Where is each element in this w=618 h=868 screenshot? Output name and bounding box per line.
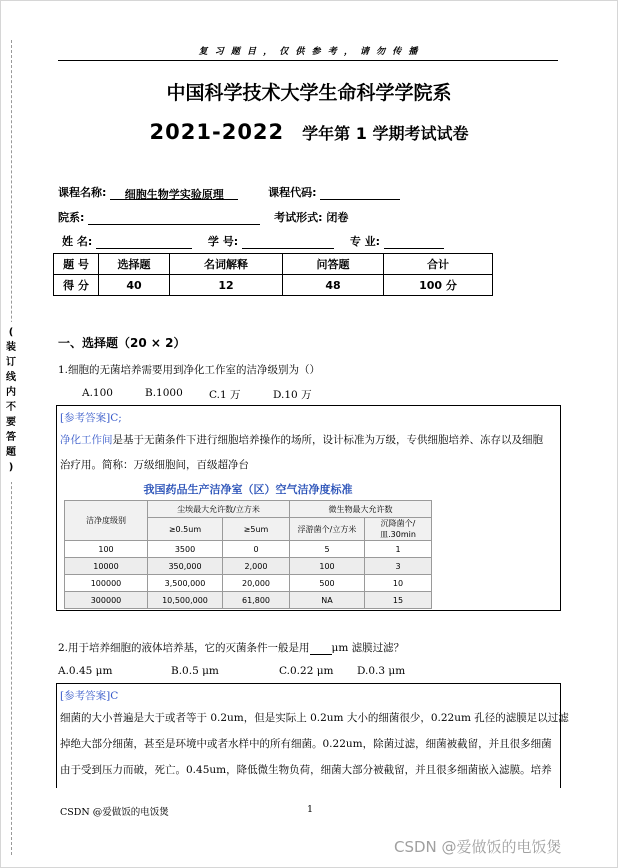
score-header-row [54, 254, 493, 275]
clean-cell: 500 [290, 575, 365, 592]
q1-option-a: A.100 [82, 387, 113, 399]
score-header: 选择题 [99, 254, 170, 275]
exam-title [0, 120, 618, 144]
binding-char: 要 [6, 417, 16, 428]
clean-cell: 61,800 [223, 592, 290, 609]
clean-cell: 3 [365, 558, 432, 575]
q2-text [58, 640, 404, 655]
clean-cell: 5 [290, 541, 365, 558]
major-label: 专 业: [349, 235, 381, 248]
binding-char: 内 [6, 387, 16, 398]
clean-row [65, 592, 432, 609]
clean-cell: 300000 [65, 592, 148, 609]
score-cell: 40 [99, 275, 170, 296]
q1-explain-line2: 治疗用。简称：万级细胞间，百级超净台 [60, 459, 249, 471]
binding-char: 答 [6, 432, 16, 443]
clean-cell: 100 [290, 558, 365, 575]
q2-explain-line: 掉绝大部分细菌，甚至是环境中或者水样中的所有细菌。0.22um，除菌过滤，细菌被截留，并且很多细菌 [60, 738, 552, 750]
q2-answer: [参考答案]C [60, 690, 119, 702]
q2-option-d: D.0.3 μm [357, 665, 406, 677]
school-title: 中国科学技术大学生命科学学院系 [166, 82, 452, 104]
student-id-field [242, 235, 334, 249]
clean-cell: 20,000 [223, 575, 290, 592]
binding-notice [4, 325, 18, 475]
watermark: CSDN @爱做饭的电饭煲 [394, 838, 562, 856]
exam-form-value: 闭卷 [326, 211, 349, 224]
exam-title-rest: 学年第 1 学期考试试卷 [302, 124, 469, 143]
clean-sub-dust-5: ≥5um [223, 518, 290, 541]
clean-cell: 1 [365, 541, 432, 558]
clean-cell: 3500 [148, 541, 223, 558]
q1-option-c: C.1 万 [209, 389, 241, 401]
clean-cell: 350,000 [148, 558, 223, 575]
clean-row [65, 575, 432, 592]
q2-option-c: C.0.22 μm [279, 665, 334, 677]
q1-option-b: B.1000 [145, 387, 183, 399]
clean-row [65, 541, 432, 558]
clean-cell: 100000 [65, 575, 148, 592]
course-code-label: 课程代码: [268, 186, 317, 199]
score-cell: 48 [283, 275, 384, 296]
binding-char: ( [8, 327, 14, 338]
q1-term: 净化工作间 [60, 434, 113, 446]
clean-cell: 0 [223, 541, 290, 558]
course-name-label: 课程名称: [58, 186, 107, 199]
q2-blank [310, 642, 332, 655]
clean-col-level: 洁净度级别 [65, 501, 148, 541]
score-table [53, 253, 493, 296]
clean-level-table [64, 500, 432, 609]
exam-year: 2021-2022 [149, 120, 285, 144]
binding-char: ) [8, 462, 14, 473]
header-rule [58, 60, 558, 61]
q2-explain-line: 由于受到压力而破，死亡。0.45um，降低微生物负荷，细菌大部分被截留，并且很多细菌嵌入滤膜。培养 [60, 764, 552, 776]
binding-char: 线 [6, 372, 16, 383]
dept-field [88, 211, 260, 225]
exam-form-label: 考试形式: [274, 211, 323, 224]
clean-cell: 3,500,000 [148, 575, 223, 592]
footer-credit: CSDN @爱做饭的电饭煲 [60, 807, 169, 818]
clean-cell: 2,000 [223, 558, 290, 575]
binding-char: 订 [6, 357, 16, 368]
score-cell: 12 [170, 275, 283, 296]
score-cell: 100 分 [384, 275, 493, 296]
q2-option-a: A.0.45 μm [58, 665, 113, 677]
major-field [384, 235, 444, 249]
score-header: 名词解释 [170, 254, 283, 275]
clean-header-row [65, 501, 432, 518]
clean-cell: 10,500,000 [148, 592, 223, 609]
q1-option-d: D.10 万 [273, 389, 312, 401]
clean-row [65, 558, 432, 575]
section-title: 一、选择题（20 × 2） [58, 336, 186, 350]
clean-sub-dust-05: ≥0.5um [148, 518, 223, 541]
header-note: 复 习 题 目 ， 仅 供 参 考 ， 请 勿 传 播 [198, 47, 420, 57]
clean-cell: 100 [65, 541, 148, 558]
q2-explain-line: 细菌的大小普遍是大于或者等于 0.2um，但是实际上 0.2um 大小的细菌很少，0.22um 孔径的滤膜足以过滤 [60, 712, 569, 724]
clean-sub-plankton: 浮游菌个/立方米 [290, 518, 365, 541]
q2-option-b: B.0.5 μm [171, 665, 219, 677]
course-name-field: 细胞生物学实验原理 [110, 186, 238, 200]
name-label: 姓 名: [62, 235, 93, 248]
clean-cell: 15 [365, 592, 432, 609]
binding-char: 不 [6, 402, 16, 413]
clean-cell: 10000 [65, 558, 148, 575]
q2-text-before: 2.用于培养细胞的液体培养基，它的灭菌条件一般是用 [58, 642, 310, 654]
score-header: 题 号 [54, 254, 99, 275]
score-header: 问答题 [283, 254, 384, 275]
score-header: 合计 [384, 254, 493, 275]
clean-cell: 10 [365, 575, 432, 592]
q1-text: 1.细胞的无菌培养需要用到净化工作室的洁净级别为（） [58, 364, 321, 376]
dept-line [58, 209, 348, 225]
clean-cell: NA [290, 592, 365, 609]
name-field [96, 235, 192, 249]
student-line [62, 233, 444, 249]
clean-sub-settling: 沉降菌个/皿.30min [365, 518, 432, 541]
q1-explain-line1 [60, 428, 543, 453]
binding-char: 题 [6, 447, 16, 458]
dept-label: 院系: [58, 211, 85, 224]
student-id-label: 学 号: [207, 235, 239, 248]
page-number: 1 [307, 804, 314, 815]
score-value-row [54, 275, 493, 296]
q2-text-after: μm 滤膜过滤？ [331, 642, 405, 654]
binding-char: 装 [6, 342, 16, 353]
clean-table-title: 我国药品生产洁净室（区）空气洁净度标准 [143, 483, 353, 496]
clean-group-microbe: 微生物最大允许数 [290, 501, 432, 518]
course-line [58, 184, 400, 200]
clean-group-dust: 尘埃最大允许数/立方米 [148, 501, 290, 518]
course-code-field [320, 186, 400, 200]
q1-explain-text: 是基于无菌条件下进行细胞培养操作的场所，设计标准为万级，专供细胞培养、冻存以及细胞 [112, 434, 543, 446]
score-cell: 得 分 [54, 275, 99, 296]
q1-answer: [参考答案]C; [60, 412, 122, 424]
